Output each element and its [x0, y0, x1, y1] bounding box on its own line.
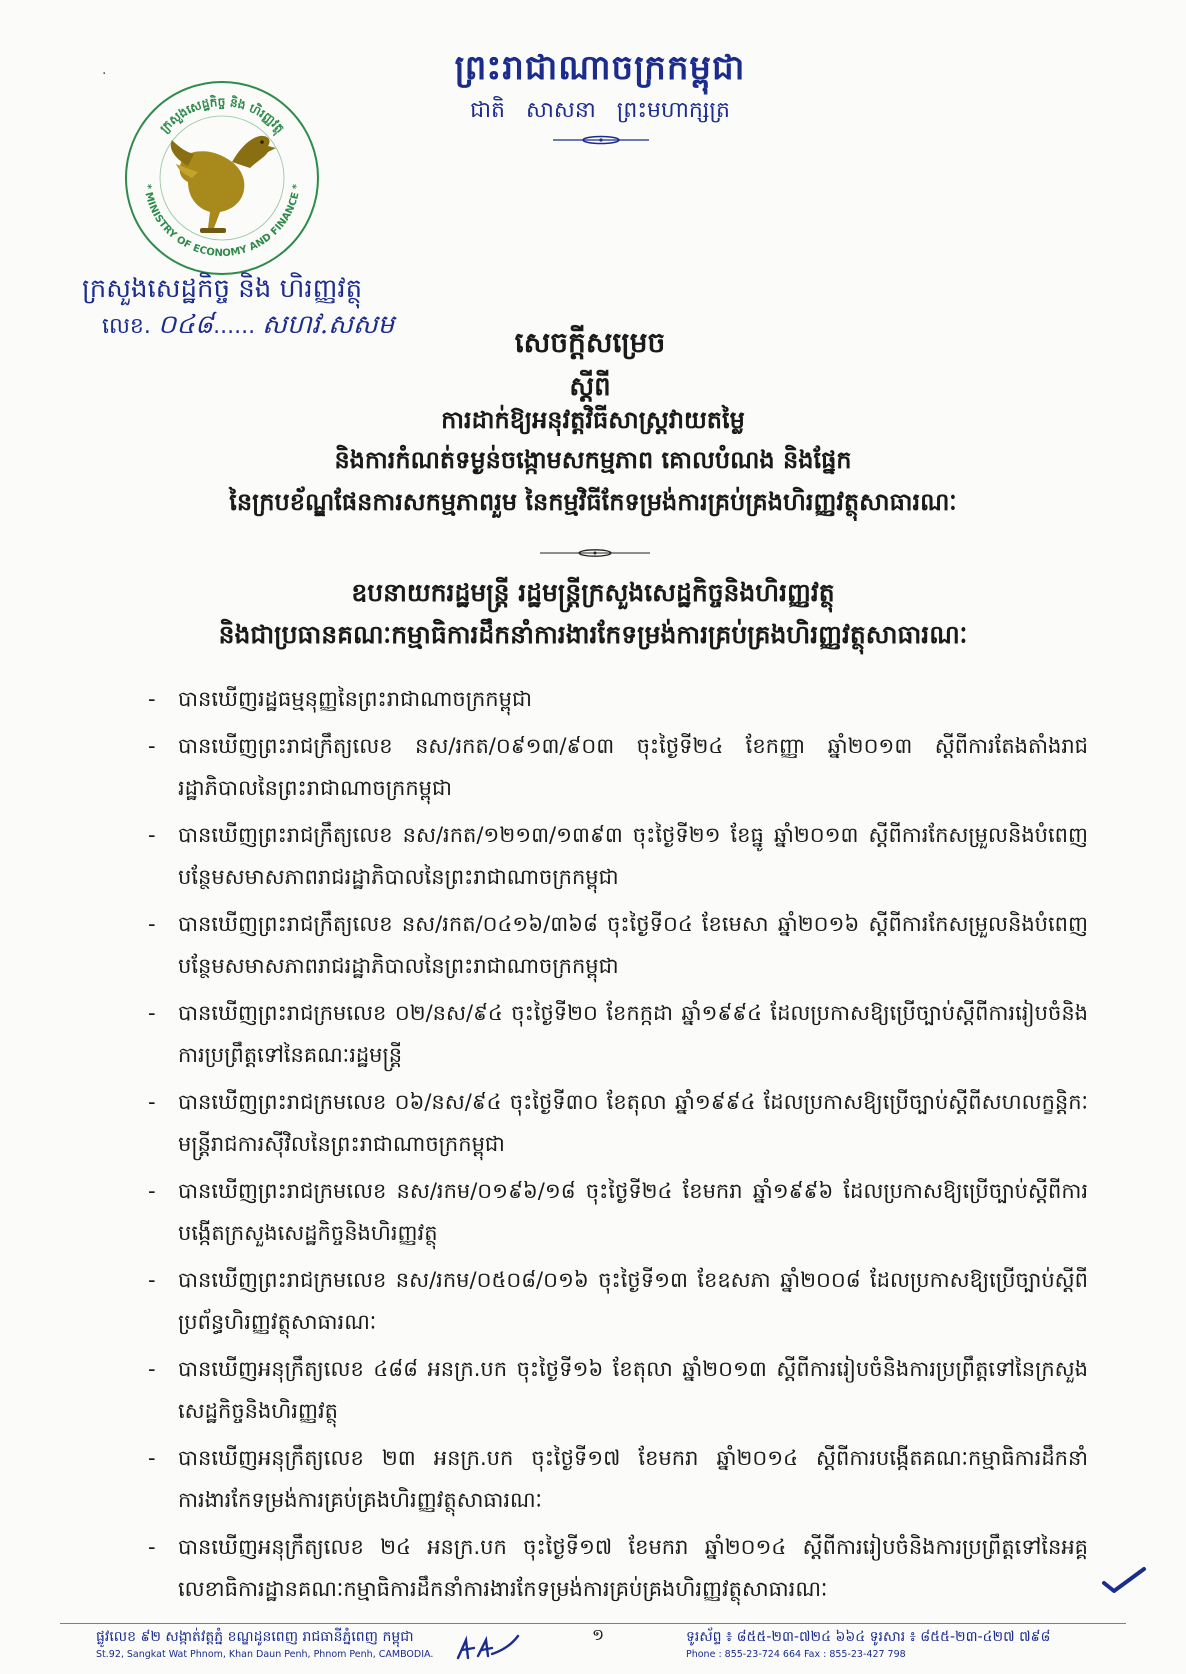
decision-title: សេចក្តីសម្រេច: [514, 326, 666, 359]
checkmark-icon: [1100, 1565, 1148, 1595]
ref-label: លេខ: [102, 314, 144, 339]
initials-signature-icon: [452, 1632, 522, 1664]
header-ornament: [553, 135, 649, 145]
logo-english-ring: * MINISTRY OF ECONOMY AND FINANCE *: [141, 183, 303, 260]
recitals-list: [148, 678, 1088, 1615]
contact-khmer: ទូរស័ព្ទ ៖ ៨៥៥-២៣-៧២៤ ៦៦៤ ទូរសារ ៖ ៨៥៥-២៣-៤២៧ ៧៩៨: [686, 1629, 1051, 1645]
authority-line-2: និងជាប្រធានគណៈកម្មាធិការដឹកនាំការងារកែទម្រង់ការគ្រប់គ្រងហិរញ្ញវត្ថុសាធារណៈ: [218, 620, 968, 649]
recital-item: - បានឃើញព្រះរាជក្រមលេខ នស/រកម/០១៩៦/១៨ ចុះថ្ងៃទី២៤ ខែមករា ឆ្នាំ១៩៩៦ ដែលប្រកាសឱ្យប្រើច្បាប់ស្តីពីការបង្កើតក្រសួងសេដ្ឋកិច្ចនិងហិរញ្ញវត្ថុ: [148, 1170, 1088, 1254]
national-motto: ជាតិ សាសនា ព្រះមហាក្សត្រ: [470, 98, 730, 123]
ministry-logo: [122, 78, 322, 278]
ref-suffix: សហវ.សសម: [262, 310, 395, 340]
recital-item: - បានឃើញព្រះរាជក្រមលេខ នស/រកម/០៥០៨/០១៦ ចុះថ្ងៃទី១៣ ខែឧសភា ឆ្នាំ២០០៨ ដែលប្រកាសឱ្យប្រើច្បាប់ស្តីពីប្រព័ន្ធហិរញ្ញវត្ថុសាធារណៈ: [148, 1259, 1088, 1343]
recital-item: - បានឃើញព្រះរាជក្រមលេខ ០៦/នស/៩៤ ចុះថ្ងៃទី៣០ ខែតុលា ឆ្នាំ១៩៩៤ ដែលប្រកាសឱ្យប្រើច្បាប់ស្តីពីសហលក្ខន្តិកៈមន្ត្រីរាជការស៊ីវិលនៃព្រះរាជាណាចក្រកម្ពុជា: [148, 1081, 1088, 1165]
contact-english: Phone : 855-23-724 664 Fax : 855-23-427 798: [686, 1649, 906, 1660]
ministry-name: ក្រសួងសេដ្ឋកិច្ច និង ហិរញ្ញវត្ថុ: [82, 274, 363, 304]
address-english: St.92, Sangkat Wat Phnom, Khan Daun Penh, Phnom Penh, CAMBODIA.: [96, 1649, 434, 1660]
address-khmer: ផ្លូវលេខ ៩២ សង្កាត់វត្តភ្នំ ខណ្ឌដូនពេញ រាជធានីភ្នំពេញ កម្ពុជា: [96, 1629, 414, 1645]
recital-item: - បានឃើញព្រះរាជក្រឹត្យលេខ នស/រកត/០៩១៣/៩០៣ ចុះថ្ងៃទី២៤ ខែកញ្ញា ឆ្នាំ២០១៣ ស្តីពីការតែងតាំងរាជរដ្ឋាភិបាលនៃព្រះរាជាណាចក្រកម្ពុជា: [148, 725, 1088, 809]
recital-item: - បានឃើញអនុក្រឹត្យលេខ ២៤ អនក្រ.បក ចុះថ្ងៃទី១៧ ខែមករា ឆ្នាំ២០១៤ ស្តីពីការរៀបចំនិងការប្រព្រឹត្តទៅនៃអគ្គលេខាធិការដ្ឋានគណៈកម្មាធិការដឹកនាំការងារកែទម្រង់ការគ្រប់គ្រងហិរញ្ញវត្ថុសាធារណៈ: [148, 1526, 1088, 1610]
reference-number: លេខ. ០៤៨...... សហវ.សសម: [102, 310, 395, 340]
recital-item: - បានឃើញរដ្ឋធម្មនុញ្ញនៃព្រះរាជាណាចក្រកម្ពុជា: [148, 678, 1088, 720]
footer-address: [96, 1628, 456, 1664]
title-ornament: [540, 548, 650, 558]
logo-khmer-ring: ក្រសួងសេដ្ឋកិច្ច និង ហិរញ្ញវត្ថុ: [157, 94, 287, 136]
decision-subject-line-2: និងការកំណត់ទម្ងន់ចង្កោមសកម្មភាព គោលបំណង និងផ្នែក: [334, 446, 852, 474]
footer-contact: [686, 1628, 1106, 1664]
authority-line-1: ឧបនាយករដ្ឋមន្ត្រី រដ្ឋមន្ត្រីក្រសួងសេដ្ឋកិច្ចនិងហិរញ្ញវត្ថុ: [351, 578, 835, 607]
ref-number: ០៤៨: [157, 310, 214, 340]
recital-item: - បានឃើញព្រះរាជក្រមលេខ ០២/នស/៩៤ ចុះថ្ងៃទី២០ ខែកក្កដា ឆ្នាំ១៩៩៤ ដែលប្រកាសឱ្យប្រើច្បាប់ស្តីពីការរៀបចំនិងការប្រព្រឹត្តទៅនៃគណៈរដ្ឋមន្ត្រី: [148, 992, 1088, 1076]
recital-item: - បានឃើញអនុក្រឹត្យលេខ ៤៨៨ អនក្រ.បក ចុះថ្ងៃទី១៦ ខែតុលា ឆ្នាំ២០១៣ ស្តីពីការរៀបចំនិងការប្រព្រឹត្តទៅនៃក្រសួងសេដ្ឋកិច្ចនិងហិរញ្ញវត្ថុ: [148, 1348, 1088, 1432]
recital-item: - បានឃើញព្រះរាជក្រឹត្យលេខ នស/រកត/១២១៣/១៣៩៣ ចុះថ្ងៃទី២១ ខែធ្នូ ឆ្នាំ២០១៣ ស្តីពីការកែសម្រួលនិងបំពេញបន្ថែមសមាសភាពរាជរដ្ឋាភិបាលនៃព្រះរាជាណាចក្រកម្ពុជា: [148, 814, 1088, 898]
recital-item: - បានឃើញអនុក្រឹត្យលេខ ២៣ អនក្រ.បក ចុះថ្ងៃទី១៧ ខែមករា ឆ្នាំ២០១៤ ស្តីពីការបង្កើតគណៈកម្មាធិការដឹកនាំការងារកែទម្រង់ការគ្រប់គ្រងហិរញ្ញវត្ថុសាធារណៈ: [148, 1437, 1088, 1521]
decision-subject-line-1: ការដាក់ឱ្យអនុវត្តវិធីសាស្ត្រវាយតម្លៃ: [441, 406, 745, 434]
scan-mark: ·: [102, 66, 107, 82]
page-number: ១: [591, 1625, 605, 1644]
recital-item: - បានឃើញព្រះរាជក្រឹត្យលេខ នស/រកត/០៤១៦/៣៦៨ ចុះថ្ងៃទី០៤ ខែមេសា ឆ្នាំ២០១៦ ស្តីពីការកែសម្រួលនិងបំពេញបន្ថែមសមាសភាពរាជរដ្ឋាភិបាលនៃព្រះរាជាណាចក្រកម្ពុជា: [148, 903, 1088, 987]
kingdom-heading: ព្រះរាជាណាចក្រកម្ពុជា: [454, 48, 746, 88]
decision-subject-line-3: នៃក្របខ័ណ្ឌផែនការសកម្មភាពរួម នៃកម្មវិធីកែទម្រង់ការគ្រប់គ្រងហិរញ្ញវត្ថុសាធារណៈ: [229, 488, 957, 516]
decision-about: ស្តីពី: [569, 372, 611, 402]
